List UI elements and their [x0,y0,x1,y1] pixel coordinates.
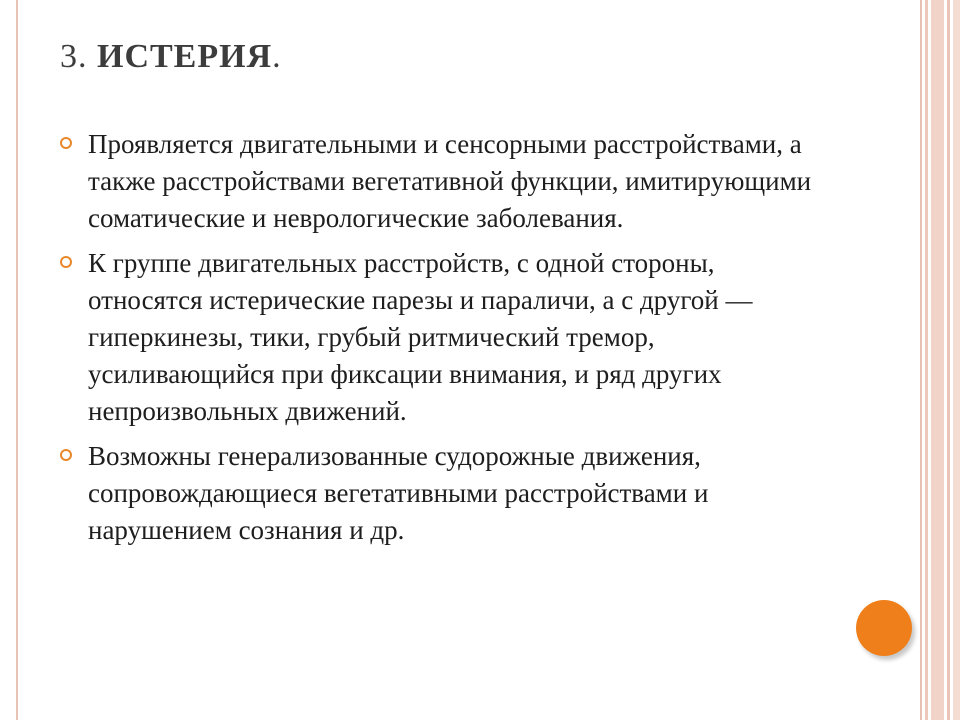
bullet-text: Возможны генерализованные судорожные движения, сопровождающиеся вегетативными расстройствами и нарушением сознания и др. [88,441,709,545]
bullet-text: Проявляется двигательными и сенсорными расстройствами, а также расстройствами вегетативной функции, имитирующими соматические и неврологические заболевания. [88,129,812,233]
bullet-item [60,126,820,237]
title-number: 3. [60,38,88,75]
stripe [925,0,928,720]
orange-circle-decoration [856,600,912,656]
left-border-line [16,0,18,720]
stripe [953,0,960,720]
stripe [920,0,922,720]
bullet-item [60,438,820,549]
bullet-item [60,245,820,430]
ring-bullet-icon [60,449,72,461]
slide-title [60,38,282,76]
right-stripe-decoration [920,0,960,720]
title-word: ИСТЕРИЯ [97,38,273,75]
bullet-list [60,126,820,557]
title-period: . [272,38,282,75]
ring-bullet-icon [60,256,72,268]
bullet-text: К группе двигательных расстройств, с одной стороны, относятся истерические парезы и параличи, а с другой — гиперкинезы, тики, грубый ритмический тремор, усиливающийся при фиксации внимания, и ряд других непроизвольных движений. [88,248,753,426]
stripe [947,0,950,720]
stripe [931,0,944,720]
ring-bullet-icon [60,137,72,149]
